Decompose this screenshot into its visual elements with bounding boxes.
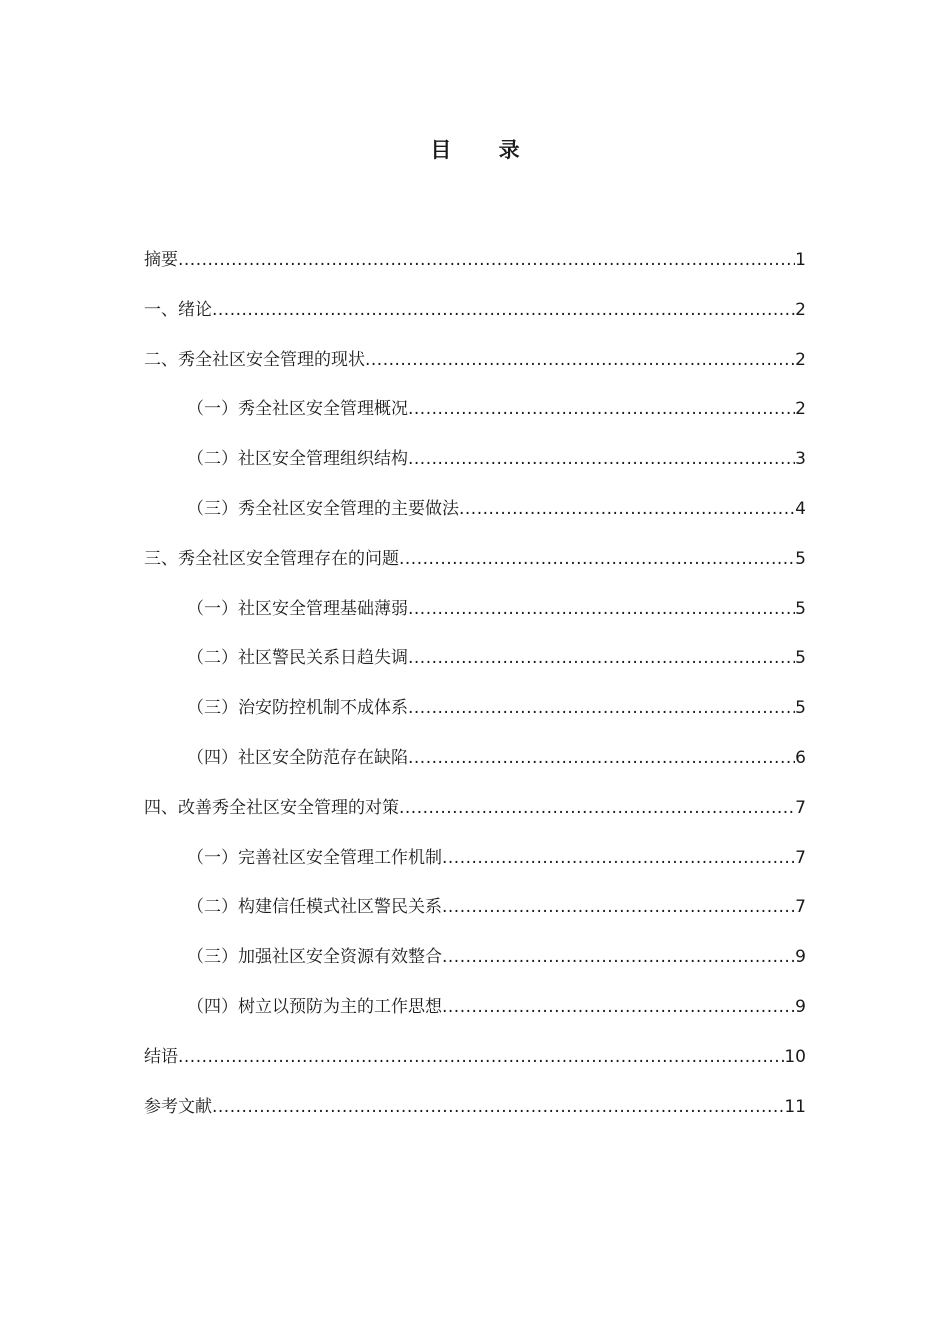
toc-entry[interactable] <box>144 991 806 1041</box>
dot-leader <box>408 642 795 674</box>
dot-leader <box>442 842 795 874</box>
toc-page-number: 2 <box>795 399 806 420</box>
page-title: 目 录 <box>430 138 540 162</box>
toc-entry-label: 摘要 <box>144 250 178 270</box>
toc-entry[interactable] <box>144 443 806 493</box>
toc-entry[interactable] <box>144 244 806 294</box>
toc-entry[interactable] <box>144 344 806 394</box>
dot-leader <box>399 543 795 575</box>
dot-leader <box>442 891 795 923</box>
dot-leader <box>212 1091 784 1123</box>
toc-page-number: 2 <box>795 299 806 320</box>
toc-page-number: 5 <box>795 698 806 719</box>
toc-entry[interactable] <box>144 543 806 593</box>
toc-entry-label: 结语 <box>144 1046 178 1067</box>
toc-page-number: 1 <box>795 250 806 270</box>
toc-entry-label: （四）树立以预防为主的工作思想 <box>187 996 442 1017</box>
dot-leader <box>408 593 795 625</box>
toc-entry-label: （二）构建信任模式社区警民关系 <box>187 897 442 918</box>
dot-leader <box>442 991 795 1023</box>
toc-entry-label: 一、绪论 <box>144 299 212 320</box>
toc-entry[interactable] <box>144 941 806 991</box>
toc-entry[interactable] <box>144 294 806 344</box>
dot-leader <box>459 493 795 525</box>
toc-page-number: 7 <box>795 847 806 868</box>
toc-page-number: 6 <box>795 747 806 768</box>
dot-leader <box>408 393 795 425</box>
toc-page-number: 3 <box>795 449 806 470</box>
dot-leader <box>442 941 795 973</box>
toc-entry[interactable] <box>144 1041 806 1091</box>
toc-page-number: 9 <box>795 947 806 968</box>
toc-page-number: 2 <box>795 349 806 370</box>
toc-entry-label: （二）社区安全管理组织结构 <box>187 449 408 470</box>
toc-entry[interactable] <box>144 1091 806 1141</box>
dot-leader <box>212 294 795 326</box>
toc-entry[interactable] <box>144 842 806 892</box>
toc-page-number: 9 <box>795 996 806 1017</box>
toc-page-number: 5 <box>795 648 806 669</box>
toc-page-number: 4 <box>795 498 806 519</box>
toc-entry-label: （三）治安防控机制不成体系 <box>187 698 408 719</box>
toc-page-number: 7 <box>795 897 806 918</box>
toc-page-number: 5 <box>795 548 806 569</box>
toc-page-number: 11 <box>784 1096 806 1117</box>
toc-entry[interactable] <box>144 493 806 543</box>
dot-leader <box>365 344 795 376</box>
dot-leader <box>178 244 795 276</box>
toc-entry-label: （一）社区安全管理基础薄弱 <box>187 598 408 619</box>
toc-entry-label: 二、秀全社区安全管理的现状 <box>144 349 365 370</box>
toc-entry-label: （三）加强社区安全资源有效整合 <box>187 947 442 968</box>
toc-entry-label: （一）完善社区安全管理工作机制 <box>187 847 442 868</box>
dot-leader <box>399 792 795 824</box>
dot-leader <box>408 692 795 724</box>
toc-page-number: 5 <box>795 598 806 619</box>
toc-entry-label: （一）秀全社区安全管理概况 <box>187 399 408 420</box>
dot-leader <box>408 742 795 774</box>
dot-leader <box>178 1041 784 1073</box>
toc-page-number: 10 <box>784 1046 806 1067</box>
toc-entry[interactable] <box>144 692 806 742</box>
toc-entry[interactable] <box>144 593 806 643</box>
toc-page-number: 7 <box>795 797 806 818</box>
toc-entry-label: （三）秀全社区安全管理的主要做法 <box>187 498 459 519</box>
toc-entry[interactable] <box>144 393 806 443</box>
toc-entry[interactable] <box>144 742 806 792</box>
table-of-contents <box>144 244 806 1140</box>
toc-entry[interactable] <box>144 891 806 941</box>
toc-entry[interactable] <box>144 642 806 692</box>
toc-entry-label: 三、秀全社区安全管理存在的问题 <box>144 548 399 569</box>
toc-entry-label: 参考文献 <box>144 1096 212 1117</box>
dot-leader <box>408 443 795 475</box>
toc-entry[interactable] <box>144 792 806 842</box>
toc-entry-label: 四、改善秀全社区安全管理的对策 <box>144 797 399 818</box>
toc-entry-label: （四）社区安全防范存在缺陷 <box>187 747 408 768</box>
toc-entry-label: （二）社区警民关系日趋失调 <box>187 648 408 669</box>
